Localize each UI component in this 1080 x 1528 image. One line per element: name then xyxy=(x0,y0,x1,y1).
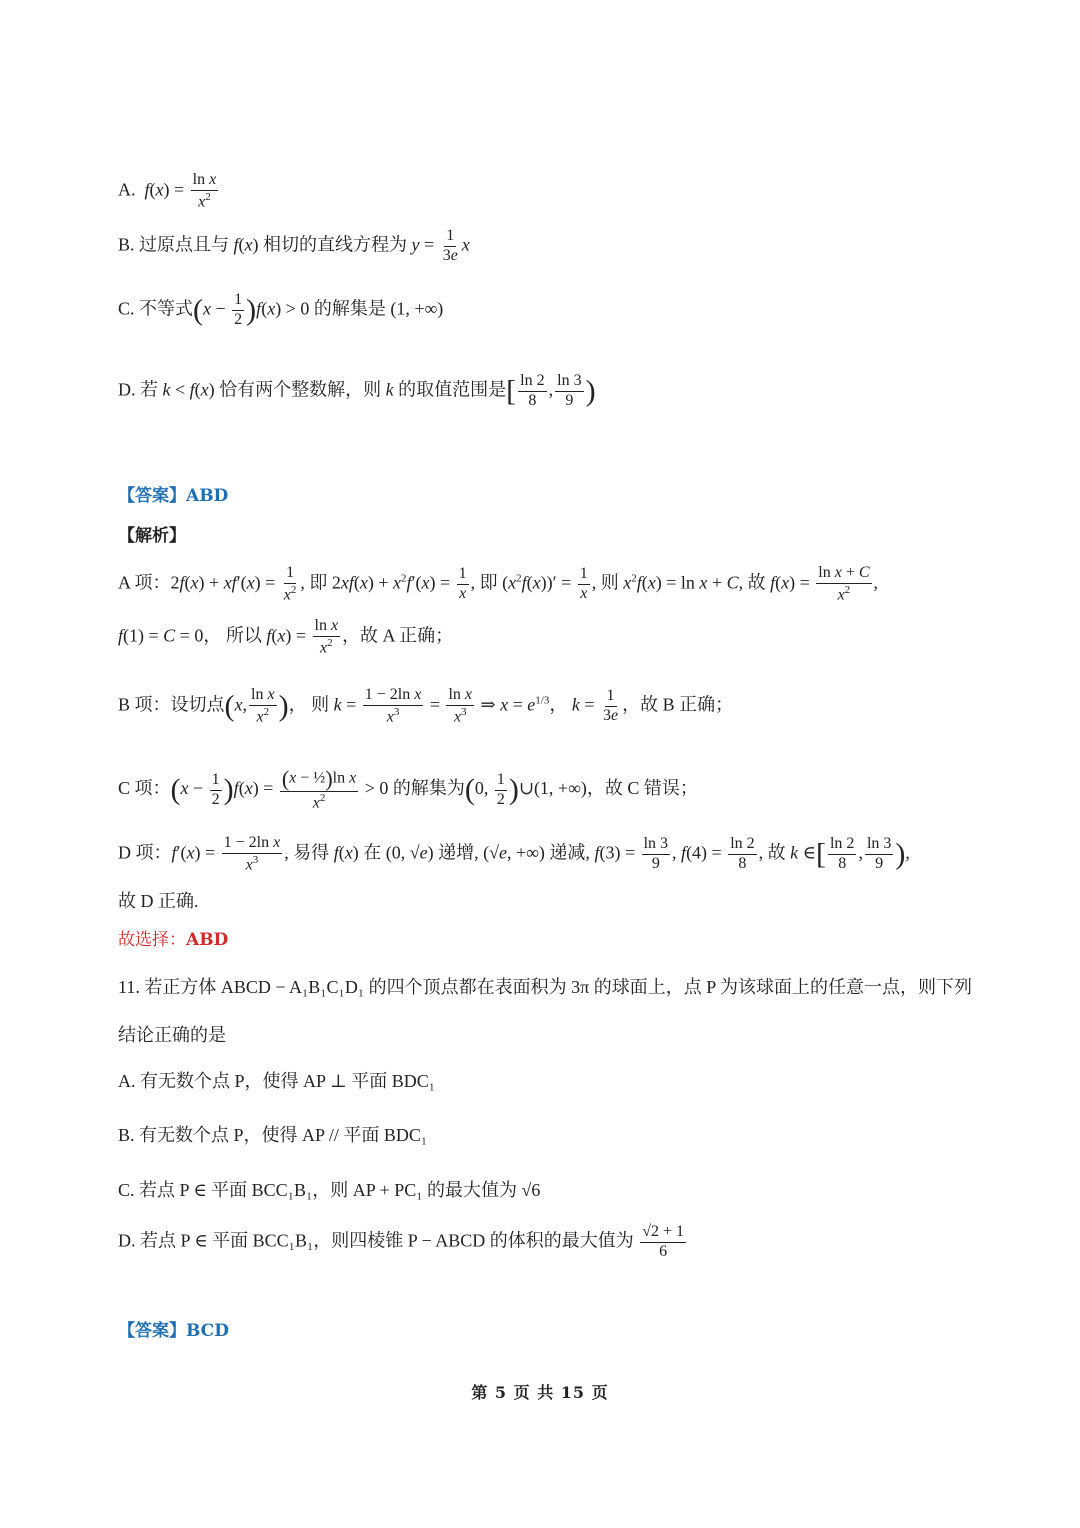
analysis-d-line1: D 项：f′(x) = $\frac{\text{1 − 2ln x}}{x^3}$ , 易得 f(x) 在 (0, √e) 递增, (√e, +∞) 递减, f(3) = $\frac{\ln 3}{9}$ , f(4) = $\frac{\ln 2}{8}$ , 故 k ∈[ $\frac{\ln 2}{8}$ , $\frac{\ln 3}{9}$ ), xyxy=(118,834,910,874)
analysis-a-line1: A 项：2f(x) + xf′(x) = $\frac{1}{x^2}$ , 即 $2xf(x) + x^2f'(x)$ = $\frac{1}{x}$ , 即 $(x^2f(x))'$ = $\frac{1}{x}$ , 则 $x^2f(x) = \ln x + C$, 故 f(x) = $\frac{\text{ln x + C}}{x^2}$ , xyxy=(118,564,879,604)
q11-stem-line2: 结论正确的是 xyxy=(118,1025,226,1045)
q10-option-a: A. f(x) = $\frac{\text{ln x}}{x^2}$ xyxy=(118,171,217,211)
q11-answer: 【答案】BCD xyxy=(118,1321,229,1341)
analysis-title: 【解析】 xyxy=(118,526,186,546)
q10-option-b: B. 过原点且与 f(x) 相切的直线方程为 y = $\frac{1}{3e}$ x xyxy=(118,227,470,264)
analysis-d-line2: 故 D 正确. xyxy=(118,891,199,911)
page-footer: 第 5 页 共 15 页 xyxy=(471,1383,609,1402)
q10-answer: 【答案】ABD xyxy=(118,486,229,506)
q11-stem-line1: 11. 若正方体 ABCD − A₁B₁C₁D₁ 的四个顶点都在表面积为 3π 的球面上，点 P 为该球面上的任意一点，则下列 xyxy=(118,977,973,997)
q11-option-c: C. 若点 P ∈ 平面 BCC₁B₁，则 AP + PC₁ 的最大值为 √6 xyxy=(118,1180,541,1200)
analysis-b-line: B 项：设切点(x, $\frac{\text{ln x}}{x^2}$ )， 则 k = $\frac{\text{1 − 2ln x}}{x^3}$ = $\frac{\text{ln x}}{x^3}$ ⇒ $x = e^{1/3}$， k = $\frac{1}{3e}$ ，故 B 正确； xyxy=(118,686,734,726)
q11-option-a: A. 有无数个点 P，使得 AP ⊥ 平面 BDC₁ xyxy=(118,1071,436,1091)
q10-option-c: C. 不等式(x − $\frac{1}{2}$ )f(x) > 0 的解集是 (1, +∞) xyxy=(118,291,444,328)
final-choice: 故选择：ABD xyxy=(118,930,229,950)
analysis-c-line: C 项：(x − $\frac{1}{2}$ )f(x) = $\frac{\text{(x − ½)ln x}}{x^2}$ > 0 的解集为(0, $\frac{1}{2}$ )∪(1, +∞)，故 C 错误； xyxy=(118,766,698,812)
fraction: $\frac{\text{ln x}}{x^2}$ xyxy=(192,171,217,211)
q10-option-d: D. 若 k < f(x) 恰有两个整数解，则 k 的取值范围是[ $\frac{\ln 2}{8}$ , $\frac{\ln 3}{9}$ ) xyxy=(118,372,596,409)
q11-option-d: D. 若点 P ∈ 平面 BCC₁B₁，则四棱锥 P − ABCD 的体积的最大值为 $\frac{√2 + 1}{6}$ xyxy=(118,1223,685,1260)
q11-option-b: B. 有无数个点 P，使得 AP // 平面 BDC₁ xyxy=(118,1125,428,1145)
analysis-a-line2: f(1) = C = 0， 所以 f(x) = $\frac{\text{ln x}}{x^2}$ ，故 A 正确； xyxy=(118,617,454,657)
